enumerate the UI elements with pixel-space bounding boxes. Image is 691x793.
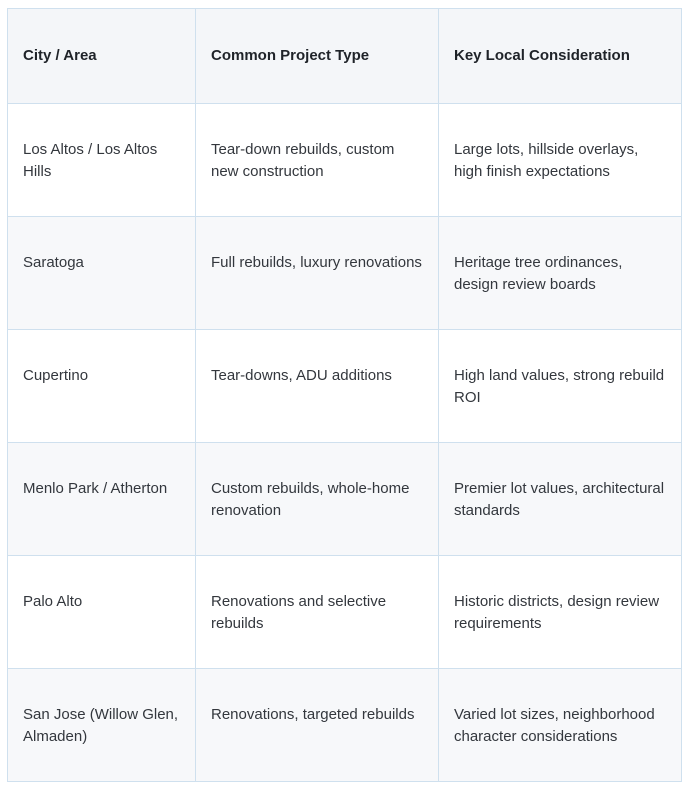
cell-project-type: Renovations and selective rebuilds [196,556,439,669]
table-row [8,443,682,556]
cell-project-type: Tear-down rebuilds, custom new construction [196,104,439,217]
header-key-local-consideration: Key Local Consideration [439,9,682,104]
table-row [8,556,682,669]
cell-local-consideration: Premier lot values, architectural standards [439,443,682,556]
table-row [8,104,682,217]
table-header [8,9,682,104]
header-row [8,9,682,104]
cell-local-consideration: High land values, strong rebuild ROI [439,330,682,443]
cell-local-consideration: Varied lot sizes, neighborhood character considerations [439,669,682,782]
table-row [8,330,682,443]
cell-city-area: Menlo Park / Atherton [8,443,196,556]
cell-city-area: San Jose (Willow Glen, Almaden) [8,669,196,782]
cell-city-area: Cupertino [8,330,196,443]
cell-local-consideration: Large lots, hillside overlays, high finish expectations [439,104,682,217]
cell-city-area: Saratoga [8,217,196,330]
cell-project-type: Tear-downs, ADU additions [196,330,439,443]
cell-local-consideration: Historic districts, design review requirements [439,556,682,669]
table-row [8,669,682,782]
project-type-table [7,8,682,782]
cell-local-consideration: Heritage tree ordinances, design review boards [439,217,682,330]
cell-project-type: Full rebuilds, luxury renovations [196,217,439,330]
cell-city-area: Los Altos / Los Altos Hills [8,104,196,217]
cell-city-area: Palo Alto [8,556,196,669]
header-city-area: City / Area [8,9,196,104]
table-row [8,217,682,330]
header-common-project-type: Common Project Type [196,9,439,104]
cell-project-type: Renovations, targeted rebuilds [196,669,439,782]
project-type-table-container [7,8,681,782]
table-body [8,104,682,782]
cell-project-type: Custom rebuilds, whole-home renovation [196,443,439,556]
